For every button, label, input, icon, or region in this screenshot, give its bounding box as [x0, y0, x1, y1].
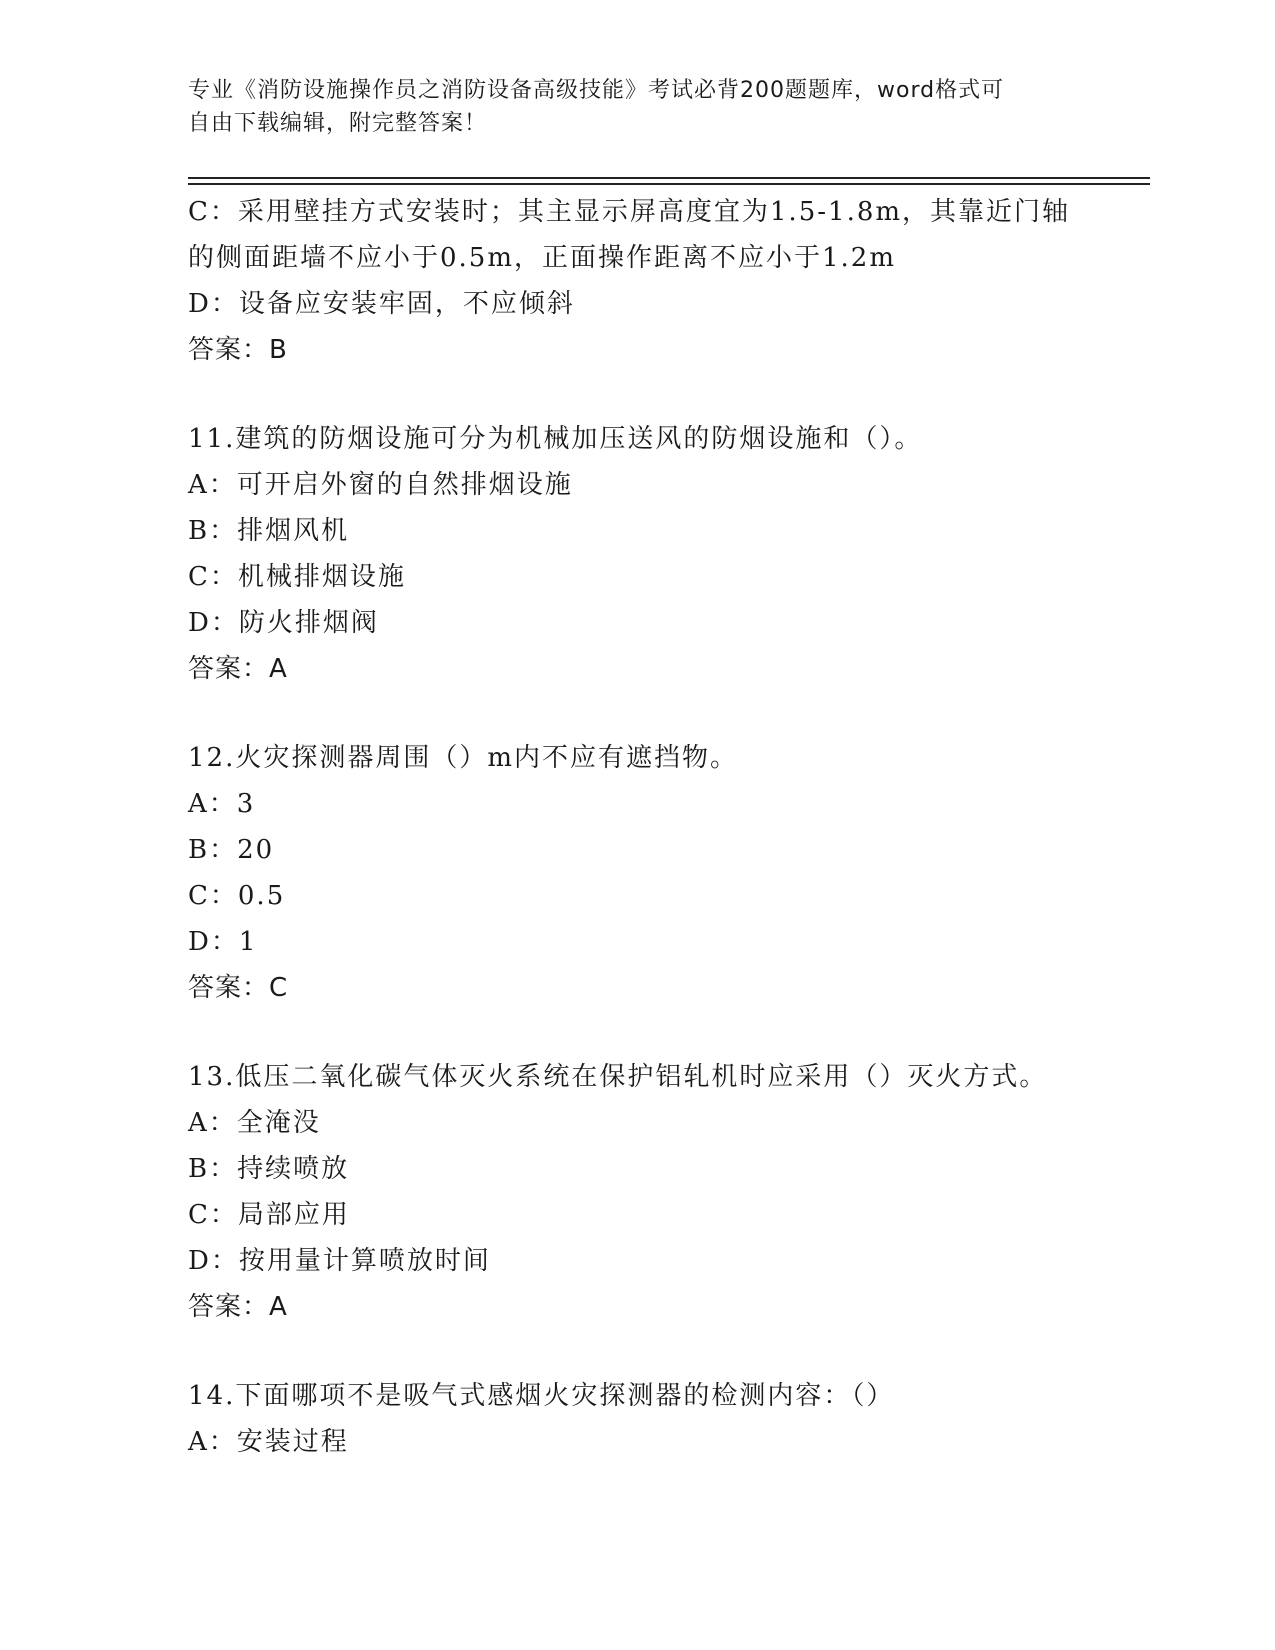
option-d: D：设备应安装牢固，不应倾斜 [188, 289, 575, 319]
question-stem: 12.火灾探测器周围（）m内不应有遮挡物。 [188, 743, 739, 773]
question-11 [188, 416, 1138, 692]
header-divider-bottom [188, 183, 1150, 185]
header-divider-top [188, 177, 1150, 179]
option-c: C：0.5 [188, 881, 286, 911]
option-b: B：持续喷放 [188, 1154, 350, 1184]
option-b: B：排烟风机 [188, 516, 350, 546]
question-13 [188, 1054, 1138, 1330]
question-12 [188, 735, 1138, 1011]
option-c: C：采用壁挂方式安装时；其主显示屏高度宜为1.5-1.8m，其靠近门轴 [188, 197, 1071, 227]
option-d: D：防火排烟阀 [188, 608, 379, 638]
answer: 答案：A [188, 654, 288, 684]
question-14 [188, 1373, 1138, 1465]
option-c: C：机械排烟设施 [188, 562, 406, 592]
option-b: B：20 [188, 835, 275, 865]
answer: 答案：B [188, 335, 288, 365]
answer: 答案：A [188, 1292, 288, 1322]
option-c-continued: 的侧面距墙不应小于0.5m，正面操作距离不应小于1.2m [188, 243, 897, 273]
question-stem: 11.建筑的防烟设施可分为机械加压送风的防烟设施和（）。 [188, 424, 923, 454]
option-c: C：局部应用 [188, 1200, 350, 1230]
option-a: A：3 [188, 789, 256, 819]
option-a: A：全淹没 [188, 1108, 321, 1138]
question-stem: 13.低压二氧化碳气体灭火系统在保护铝轧机时应采用（）灭火方式。 [188, 1062, 1048, 1092]
option-d: D：1 [188, 927, 258, 957]
header-line-1: 专业《消防设施操作员之消防设备高级技能》考试必背200题题库，word格式可 [188, 78, 1005, 103]
question-list [188, 189, 1138, 1465]
document-header [188, 74, 1088, 140]
question-10-tail [188, 189, 1138, 373]
option-d: D：按用量计算喷放时间 [188, 1246, 491, 1276]
question-stem: 14.下面哪项不是吸气式感烟火灾探测器的检测内容：（） [188, 1381, 895, 1411]
option-a: A：可开启外窗的自然排烟设施 [188, 470, 573, 500]
header-line-2: 自由下载编辑，附完整答案！ [188, 111, 488, 136]
option-a: A：安装过程 [188, 1427, 349, 1457]
answer: 答案：C [188, 973, 289, 1003]
